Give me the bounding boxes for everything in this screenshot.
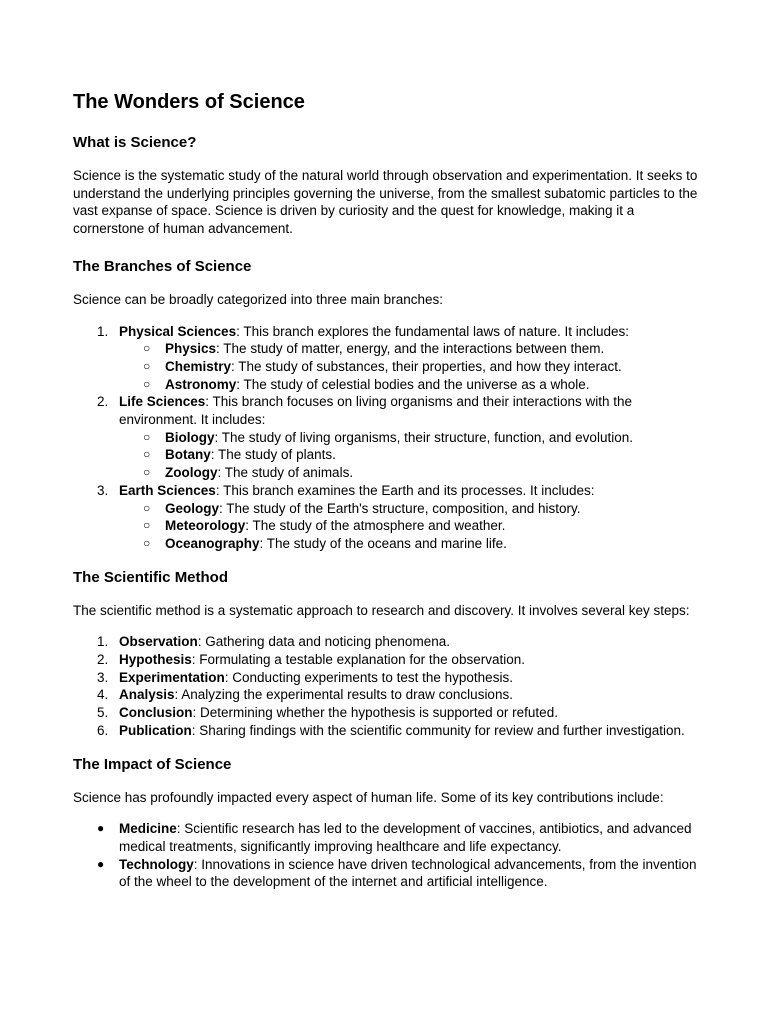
- list-item: [73, 704, 698, 722]
- list-number: 6.: [97, 722, 109, 738]
- list-item-desc: : Analyzing the experimental results to draw conclusions.: [174, 687, 513, 703]
- heading-what-is-science: What is Science?: [73, 134, 197, 151]
- list-item-term: Experimentation: [119, 669, 225, 685]
- paragraph-method-intro: The scientific method is a systematic approach to research and discovery. It involves several key steps:: [73, 602, 690, 618]
- sublist-item-term: Physics: [165, 341, 217, 357]
- list-item: [73, 651, 698, 669]
- sublist: [119, 500, 698, 553]
- heading-impact: The Impact of Science: [73, 755, 232, 773]
- list-number: 4.: [97, 687, 109, 703]
- sublist-item-term: Biology: [165, 429, 215, 445]
- circle-bullet-icon: ○: [143, 518, 151, 533]
- list-number: 3.: [97, 482, 109, 498]
- list-item-term: Life Sciences: [119, 394, 206, 410]
- circle-bullet-icon: ○: [143, 429, 151, 444]
- circle-bullet-icon: ○: [143, 447, 151, 462]
- list-item-term: Publication: [119, 722, 192, 738]
- paragraph-impact-intro: Science has profoundly impacted every aspect of human life. Some of its key contributions include:: [73, 789, 664, 805]
- list-number: 1.: [97, 323, 109, 339]
- sublist-item: [119, 340, 698, 358]
- list-item-term: Medicine: [119, 821, 177, 837]
- sublist-item-desc: : The study of living organisms, their structure, function, and evolution.: [214, 429, 633, 445]
- sublist-item-desc: : The study of animals.: [217, 465, 354, 481]
- list-item-term: Hypothesis: [119, 652, 192, 668]
- list-item: [73, 323, 698, 394]
- sublist-item: [119, 517, 698, 535]
- list-item-desc: : Sharing findings with the scientific community for review and further investigation.: [191, 722, 685, 738]
- circle-bullet-icon: ○: [143, 341, 151, 356]
- sublist: [119, 340, 698, 393]
- document-page: [73, 90, 698, 891]
- impact-list: [73, 820, 698, 891]
- heading-scientific-method: The Scientific Method: [73, 568, 229, 586]
- sublist-item: [119, 429, 698, 447]
- list-item: [73, 722, 698, 740]
- circle-bullet-icon: ○: [143, 500, 151, 515]
- sublist-item-desc: : The study of the Earth's structure, composition, and history.: [219, 500, 581, 516]
- sublist-item-term: Oceanography: [165, 535, 260, 551]
- sublist-item: [119, 500, 698, 518]
- list-item-desc: : Gathering data and noticing phenomena.: [197, 634, 450, 650]
- list-number: 2.: [97, 652, 109, 668]
- bullet-dot-icon: ●: [97, 856, 105, 871]
- list-item: [73, 669, 698, 687]
- list-item: [73, 686, 698, 704]
- list-item: [73, 856, 698, 891]
- list-item: [73, 820, 698, 855]
- list-item-term: Observation: [119, 634, 198, 650]
- list-item-term: Physical Sciences: [119, 323, 237, 339]
- method-steps-list: [73, 633, 698, 739]
- list-item: [73, 482, 698, 553]
- list-item-term: Technology: [119, 856, 194, 872]
- list-item: [73, 393, 698, 482]
- document-title: The Wonders of Science: [73, 91, 305, 113]
- circle-bullet-icon: ○: [143, 376, 151, 391]
- paragraph-branches-intro: Science can be broadly categorized into three main branches:: [73, 291, 443, 307]
- list-item-desc: : Innovations in science have driven technological advancements, from the invention of the wheel to the development of the internet and artificial intelligence.: [119, 856, 697, 890]
- bullet-dot-icon: ●: [97, 821, 105, 836]
- sublist-item-desc: : The study of matter, energy, and the interactions between them.: [216, 341, 605, 357]
- sublist-item-desc: : The study of the atmosphere and weather.: [245, 518, 506, 534]
- sublist-item-term: Chemistry: [165, 358, 232, 374]
- list-item-desc: : This branch explores the fundamental laws of nature. It includes:: [236, 323, 630, 339]
- list-item-desc: : Formulating a testable explanation for the observation.: [191, 652, 525, 668]
- branches-list: [73, 323, 698, 553]
- list-item-desc: : Conducting experiments to test the hypothesis.: [224, 669, 513, 685]
- sublist-item-term: Meteorology: [165, 518, 246, 534]
- list-item-term: Earth Sciences: [119, 482, 216, 498]
- list-number: 2.: [97, 394, 109, 410]
- sublist-item: [119, 376, 698, 394]
- sublist-item: [119, 535, 698, 553]
- list-number: 3.: [97, 669, 109, 685]
- list-item-desc: : Determining whether the hypothesis is supported or refuted.: [192, 705, 558, 721]
- circle-bullet-icon: ○: [143, 535, 151, 550]
- sublist-item-term: Botany: [165, 447, 211, 463]
- sublist: [119, 429, 698, 482]
- list-number: 5.: [97, 705, 109, 721]
- sublist-item: [119, 446, 698, 464]
- list-item-desc: : This branch focuses on living organisms and their interactions with the environment. It includes:: [119, 394, 633, 428]
- sublist-item-desc: : The study of substances, their properties, and how they interact.: [231, 358, 622, 374]
- heading-branches: The Branches of Science: [73, 257, 252, 275]
- sublist-item: [119, 464, 698, 482]
- list-number: 1.: [97, 634, 109, 650]
- list-item-desc: : Scientific research has led to the development of vaccines, antibiotics, and advanced medical treatments, significantly improving healthcare and life expectancy.: [119, 821, 692, 854]
- sublist-item-desc: : The study of the oceans and marine life.: [259, 535, 507, 551]
- circle-bullet-icon: ○: [143, 465, 151, 480]
- circle-bullet-icon: ○: [143, 358, 151, 373]
- sublist-item-desc: : The study of plants.: [210, 447, 336, 463]
- sublist-item-desc: : The study of celestial bodies and the universe as a whole.: [236, 376, 590, 392]
- sublist-item: [119, 358, 698, 376]
- sublist-item-term: Geology: [165, 500, 220, 516]
- sublist-item-term: Zoology: [165, 465, 218, 481]
- sublist-item-term: Astronomy: [165, 376, 237, 392]
- list-item-desc: : This branch examines the Earth and its processes. It includes:: [215, 482, 595, 498]
- list-item: [73, 633, 698, 651]
- list-item-term: Conclusion: [119, 705, 193, 721]
- list-item-term: Analysis: [119, 687, 175, 703]
- paragraph-what-is-science: Science is the systematic study of the natural world through observation and experimentation. It seeks to understand the underlying principles governing the universe, from the smallest subatomic particles to the vast expanse of space. Science is driven by curiosity and the quest for knowledge, making it a cornerstone of human advancement.: [73, 168, 698, 237]
